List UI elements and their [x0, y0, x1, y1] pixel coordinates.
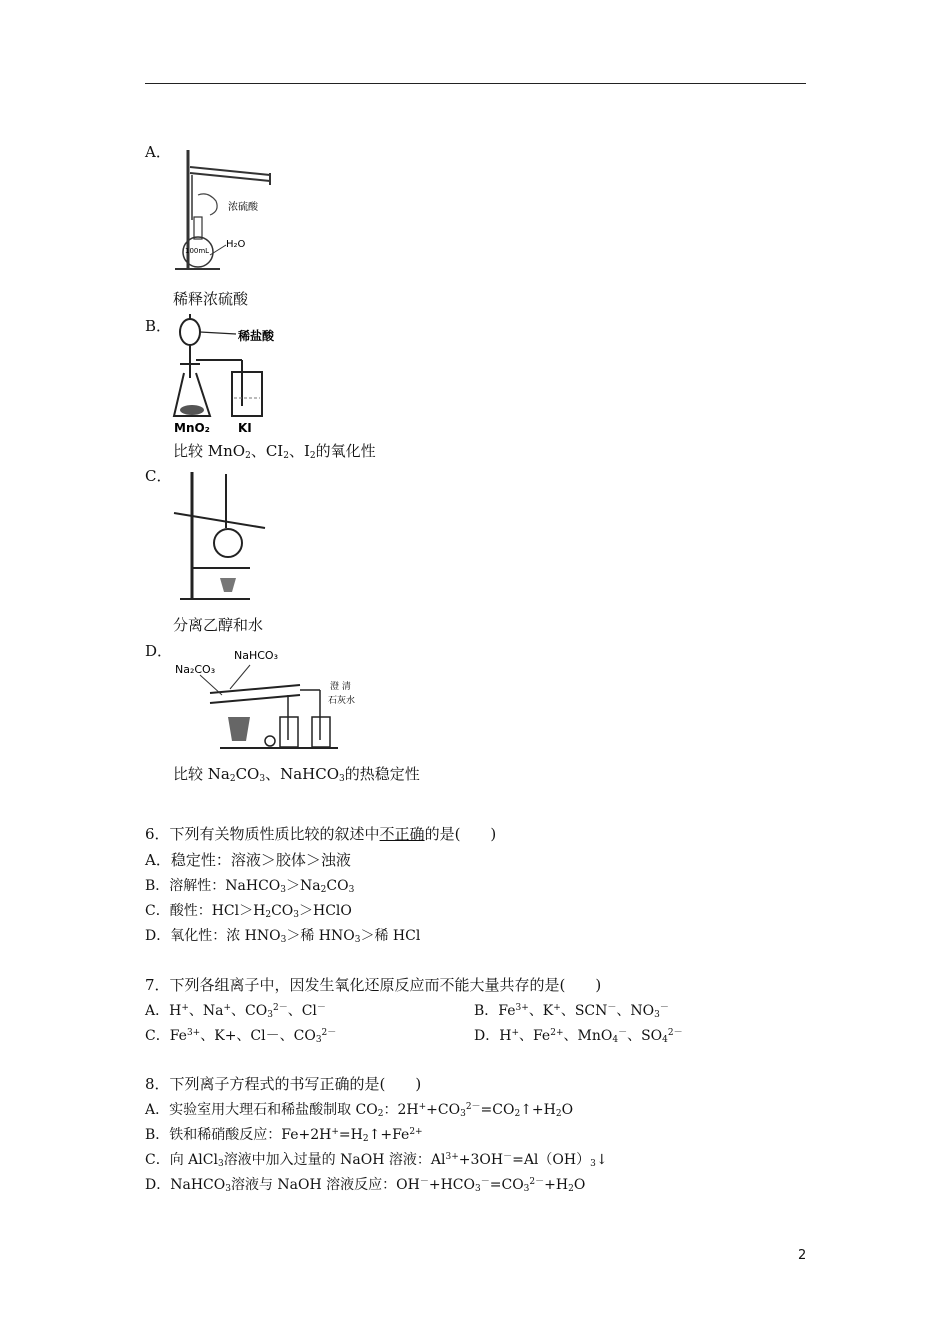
option-c-label: C．	[145, 467, 172, 485]
thermal-stability-apparatus-figure	[170, 645, 370, 755]
fig-a-label-flask: 100mL	[185, 247, 210, 255]
fig-d-label-limewater-2: 石灰水	[328, 696, 356, 706]
distillation-apparatus-figure	[170, 468, 270, 608]
q8-stem: 8．下列离子方程式的书写正确的是( )	[145, 1075, 422, 1093]
q7-stem: 7．下列各组离子中，因发生氧化还原反应而不能大量共存的是( )	[145, 976, 602, 994]
fig-d-label-limewater-1: 澄 清	[330, 682, 351, 692]
q8-option-b: B．铁和稀硝酸反应：$Fe+2H^+=H_2↑+Fe^{2+}$	[145, 1127, 423, 1144]
q7-option-b: B．$Fe^{3+}$、K+、SCN－、$NO_3^-$	[474, 1003, 669, 1020]
fig-a-label-h2so4: 浓硫酸	[228, 202, 258, 213]
q7-option-c: C．$Fe^{3+}$、K+、Cl－、$CO_3^{2-}$	[145, 1028, 337, 1045]
page-number: 2	[798, 1248, 807, 1263]
q6-option-c: C．酸性：$HCl>H_2CO_3>HClO$	[145, 903, 352, 920]
q8-option-c: C．向 AlCl$_3$溶液中加入过量的 NaOH 溶液：$Al^{3+}+3OH^-=Al(OH)_3↓$	[145, 1152, 608, 1169]
q8-option-d: D．NaHCO$_3$溶液与 NaOH 溶液反应：$OH^-+HCO_3^-=CO_3^{2-}+H_2O$	[145, 1177, 586, 1194]
fig-d-label-na2co3: Na₂CO₃	[175, 663, 216, 676]
option-b-caption: 比较 MnO$_2$、$CI_2$、$I_2$的氧化性	[173, 442, 376, 461]
oxidation-comparison-apparatus-figure	[170, 308, 300, 438]
option-a-label: A．	[145, 143, 171, 161]
header-rule	[145, 83, 806, 84]
fig-b-label-ki: KI	[238, 421, 252, 435]
option-d-label: D．	[145, 642, 173, 660]
fig-b-label-mno2: MnO₂	[174, 421, 210, 435]
fig-a-label-h2o: H₂O	[226, 239, 246, 250]
fig-d-label-nahco3: NaHCO₃	[234, 649, 278, 662]
option-d-caption: 比较 $Na_2CO_3$、NaHCO$_3$的热稳定性	[173, 765, 420, 784]
option-b-label: B．	[145, 317, 172, 335]
q6-option-a: A．稳定性：溶液＞胶体＞浊液	[145, 851, 351, 869]
q7-option-a: A．H+、Na+、$CO_3^{2-}$、Cl－	[145, 1003, 326, 1020]
dilution-apparatus-figure	[170, 145, 280, 280]
option-a-caption: 稀释浓硫酸	[173, 290, 249, 308]
q8-option-a: A．实验室用大理石和稀盐酸制取 $CO_2$：$2H^++CO_3^{2-}=CO_2↑+H_2O$	[145, 1102, 574, 1119]
q6-option-b: B．溶解性：$NaHCO_3>Na_2CO_3$	[145, 878, 355, 895]
q7-option-d: D．H+、$Fe^{2+}$、MnO$_4$－、$SO_4^{2-}$	[474, 1028, 683, 1045]
fig-b-label-hcl: 稀盐酸	[238, 329, 275, 343]
q6-stem: 6．下列有关物质性质比较的叙述中不正确的是( )	[145, 825, 497, 843]
option-c-caption: 分离乙醇和水	[173, 616, 264, 634]
q6-option-d: D．氧化性：浓 $HNO_3>$稀 $HNO_3>$稀 HCl	[145, 928, 421, 945]
